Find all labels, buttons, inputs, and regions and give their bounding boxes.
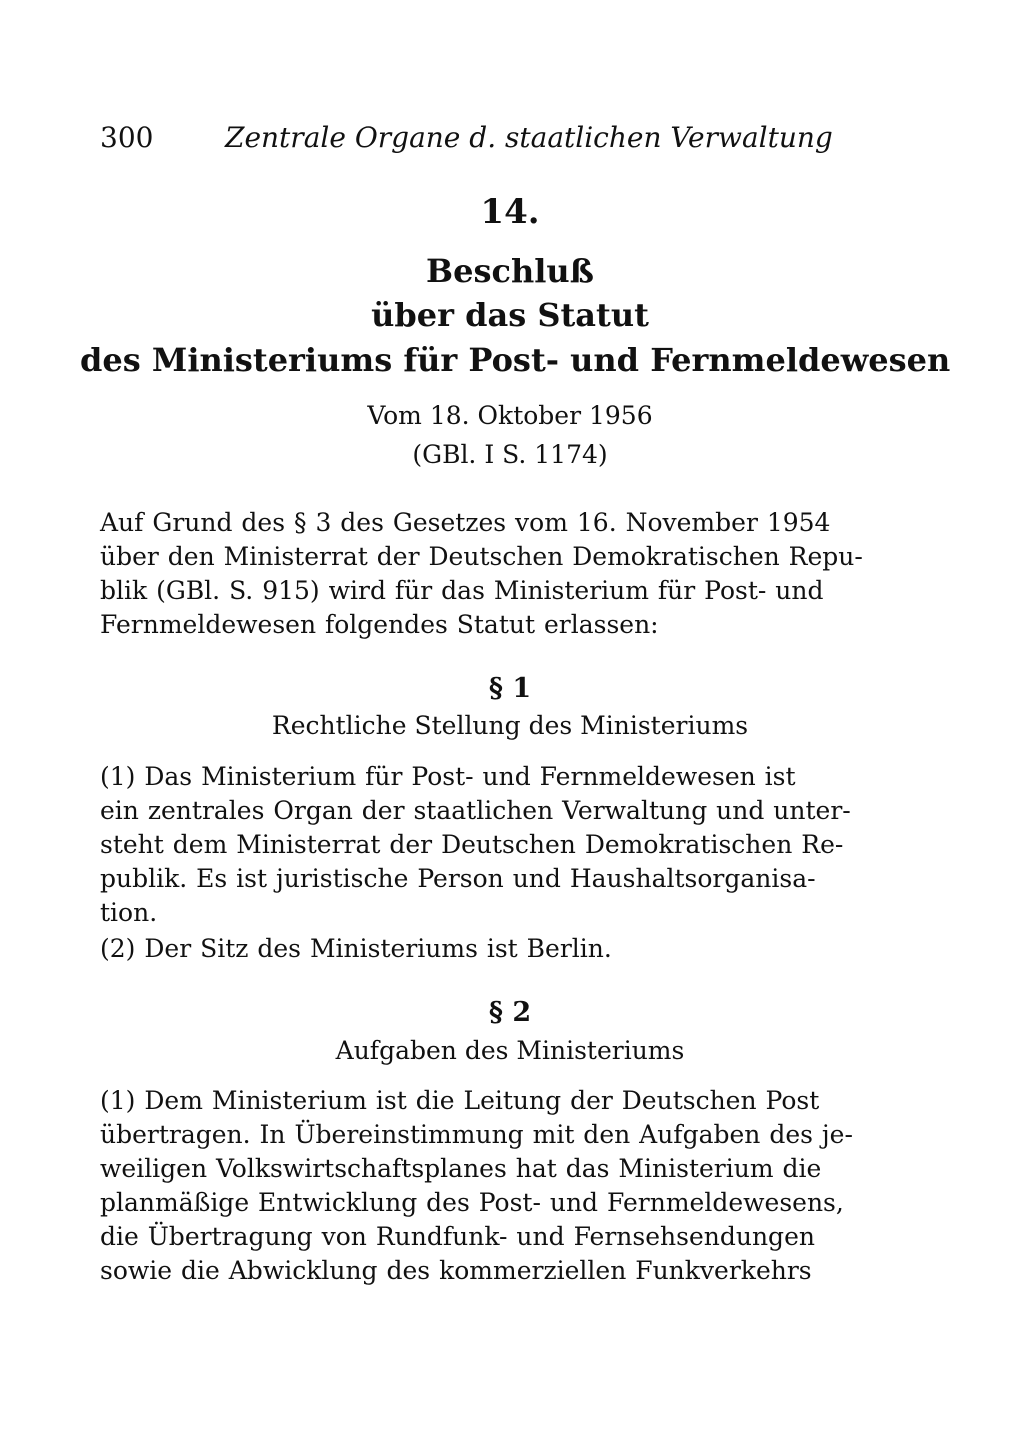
text-line: planmäßige Entwicklung des Post- und Fernmeldewesens,: [100, 1188, 844, 1217]
text-line: Auf Grund des § 3 des Gesetzes vom 16. November 1954: [100, 508, 831, 537]
text-line: sowie die Abwicklung des kommerziellen Funkverkehrs: [100, 1256, 812, 1285]
title-line-2: über das Statut: [371, 296, 649, 334]
text-line: publik. Es ist juristische Person und Haushaltsorganisa-: [100, 864, 816, 893]
running-header: [100, 118, 833, 158]
document-citation: (GBl. I S. 1174): [412, 440, 608, 469]
running-title: Zentrale Organe d. staatlichen Verwaltung: [225, 121, 833, 154]
text-line: tion.: [100, 898, 158, 927]
section-2-title: Aufgaben des Ministeriums: [335, 1036, 685, 1065]
text-line: steht dem Ministerrat der Deutschen Demokratischen Re-: [100, 830, 844, 859]
section-1-paragraph-2: [100, 932, 920, 966]
title-line-3: des Ministeriums für Post- und Fernmeldewesen: [80, 341, 951, 379]
text-line: weiligen Volkswirtschaftsplanes hat das Ministerium die: [100, 1154, 822, 1183]
text-line: ein zentrales Organ der staatlichen Verwaltung und unter-: [100, 796, 851, 825]
text-line: übertragen. In Übereinstimmung mit den Aufgaben des je-: [100, 1120, 853, 1149]
text-line: blik (GBl. S. 915) wird für das Ministerium für Post- und: [100, 576, 824, 605]
section-1-title: Rechtliche Stellung des Ministeriums: [271, 711, 749, 740]
section-2-mark: § 2: [488, 997, 532, 1028]
page-number: 300: [100, 121, 154, 154]
preamble-paragraph: [100, 506, 920, 642]
section-2-paragraph-1: [100, 1084, 920, 1288]
text-line: die Übertragung von Rundfunk- und Fernsehsendungen: [100, 1222, 815, 1251]
text-line: Fernmeldewesen folgendes Statut erlassen:: [100, 610, 659, 639]
text-line: (2) Der Sitz des Ministeriums ist Berlin.: [100, 934, 612, 963]
section-1-paragraph-1: [100, 760, 920, 930]
document-date: Vom 18. Oktober 1956: [367, 401, 653, 430]
document-number: 14.: [480, 192, 540, 232]
text-line: (1) Das Ministerium für Post- und Fernmeldewesen ist: [100, 762, 796, 791]
title-line-1: Beschluß: [426, 252, 594, 290]
text-line: (1) Dem Ministerium ist die Leitung der Deutschen Post: [100, 1086, 820, 1115]
section-1-mark: § 1: [488, 673, 532, 704]
text-line: über den Ministerrat der Deutschen Demokratischen Repu-: [100, 542, 863, 571]
